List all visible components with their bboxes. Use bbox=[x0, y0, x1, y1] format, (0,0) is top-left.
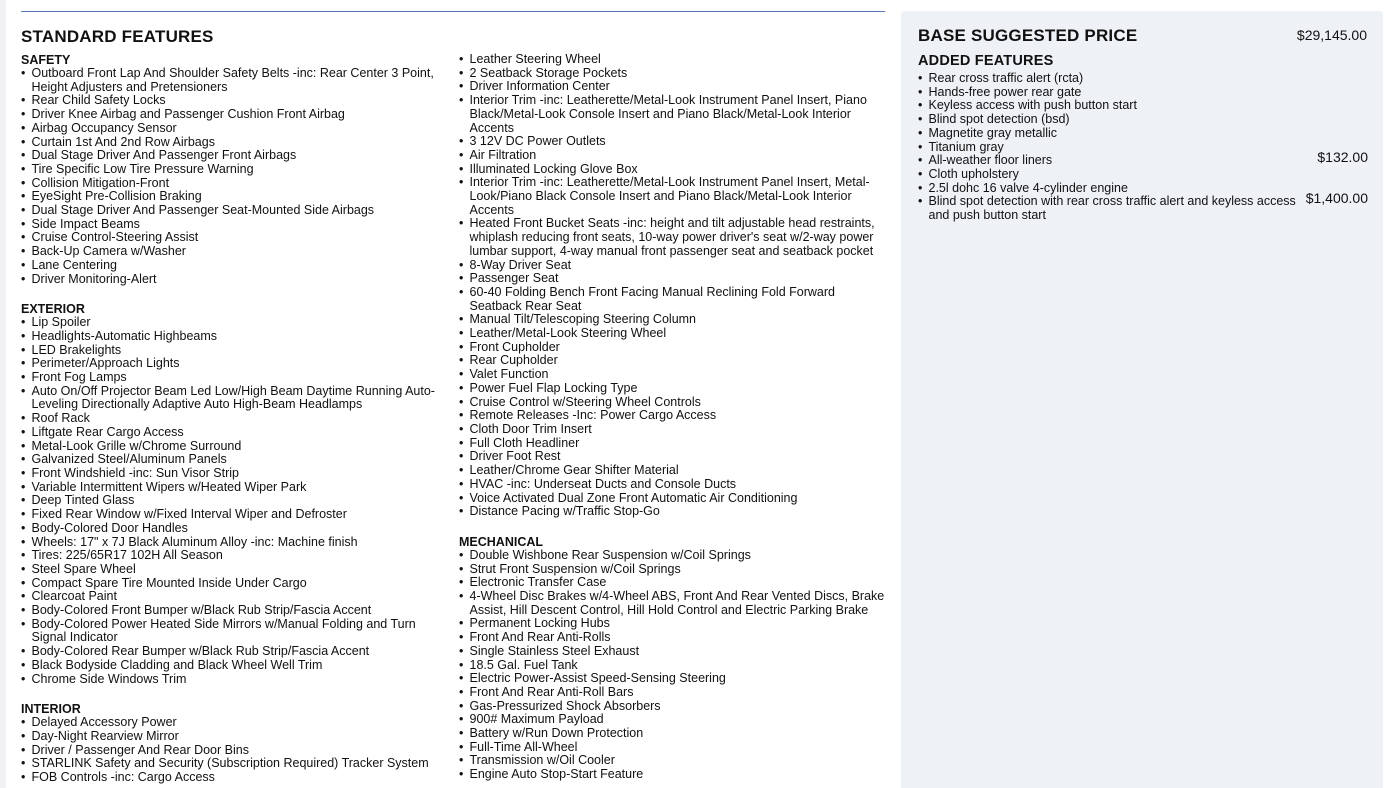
feature-item: • Manual Tilt/Telescoping Steering Column bbox=[459, 313, 885, 327]
feature-item: • Auto On/Off Projector Beam Led Low/High Beam Daytime Running Auto-Leveling Directionally Adaptive Auto High-Beam Headlamps bbox=[21, 385, 441, 412]
feature-item: • Body-Colored Power Heated Side Mirrors w/Manual Folding and Turn Signal Indicator bbox=[21, 618, 441, 645]
feature-item: • Driver Monitoring-Alert bbox=[21, 273, 441, 287]
feature-item: • Air Filtration bbox=[459, 149, 885, 163]
feature-item: • 18.5 Gal. Fuel Tank bbox=[459, 659, 885, 673]
feature-item: • Front And Rear Anti-Roll Bars bbox=[459, 686, 885, 700]
feature-item: • Electronic Transfer Case bbox=[459, 576, 885, 590]
feature-item: • Liftgate Rear Cargo Access bbox=[21, 426, 441, 440]
added-feature-price: $132.00 bbox=[1317, 149, 1368, 166]
added-feature-item bbox=[918, 149, 1368, 168]
feature-item: • Side Impact Beams bbox=[21, 218, 441, 232]
section-heading: MECHANICAL bbox=[459, 534, 544, 549]
feature-item: • Cruise Control w/Steering Wheel Controls bbox=[459, 396, 885, 410]
added-feature-item bbox=[918, 72, 1368, 86]
feature-item: • Steel Spare Wheel bbox=[21, 563, 441, 577]
feature-item: • 3 12V DC Power Outlets bbox=[459, 135, 885, 149]
added-feature-label: • Titanium gray bbox=[928, 139, 1004, 154]
feature-list bbox=[459, 549, 885, 782]
feature-item: • Front Cupholder bbox=[459, 341, 885, 355]
added-features-title: ADDED FEATURES bbox=[918, 53, 1054, 69]
features-middle-column bbox=[459, 53, 885, 788]
feature-item: • Leather Steering Wheel bbox=[459, 53, 885, 67]
features-left-column bbox=[21, 53, 441, 788]
feature-item: • Power Fuel Flap Locking Type bbox=[459, 382, 885, 396]
feature-item: • Front And Rear Anti-Rolls bbox=[459, 631, 885, 645]
added-feature-item bbox=[918, 127, 1368, 141]
feature-item: • 4-Wheel Disc Brakes w/4-Wheel ABS, Front And Rear Vented Discs, Brake Assist, Hill Descent Control, Hill Hold Control and Electric Parking Brake bbox=[459, 590, 885, 617]
feature-item: • Interior Trim -inc: Leatherette/Metal-Look Instrument Panel Insert, Metal-Look/Piano Black Console Insert and Piano Black/Metal-Look Interior Accents bbox=[459, 176, 885, 217]
added-feature-label: • All-weather floor liners bbox=[928, 153, 1053, 168]
feature-item: • Distance Pacing w/Traffic Stop-Go bbox=[459, 505, 885, 519]
feature-item: • Black Bodyside Cladding and Black Wheel Well Trim bbox=[21, 659, 441, 673]
feature-item: • Airbag Occupancy Sensor bbox=[21, 122, 441, 136]
pricing-panel bbox=[901, 11, 1383, 788]
feature-item: • Lane Centering bbox=[21, 259, 441, 273]
feature-item: • Gas-Pressurized Shock Absorbers bbox=[459, 700, 885, 714]
feature-item: • Front Windshield -inc: Sun Visor Strip bbox=[21, 467, 441, 481]
feature-item: • Engine Auto Stop-Start Feature bbox=[459, 768, 885, 782]
feature-item: • Cruise Control-Steering Assist bbox=[21, 231, 441, 245]
feature-item: • 900# Maximum Payload bbox=[459, 713, 885, 727]
feature-item: • HVAC -inc: Underseat Ducts and Console Ducts bbox=[459, 478, 885, 492]
feature-item: • Rear Cupholder bbox=[459, 354, 885, 368]
feature-item: • Curtain 1st And 2nd Row Airbags bbox=[21, 136, 441, 150]
base-price-title: BASE SUGGESTED PRICE bbox=[918, 26, 1138, 45]
added-feature-item bbox=[918, 182, 1368, 196]
feature-item: • Driver Knee Airbag and Passenger Cushion Front Airbag bbox=[21, 108, 441, 122]
feature-section bbox=[21, 53, 441, 286]
feature-item: • Collision Mitigation-Front bbox=[21, 177, 441, 191]
feature-item: • Day-Night Rearview Mirror bbox=[21, 730, 441, 744]
feature-item: • Tires: 225/65R17 102H All Season bbox=[21, 549, 441, 563]
feature-item: • Delayed Accessory Power bbox=[21, 716, 441, 730]
feature-item: • Wheels: 17" x 7J Black Aluminum Alloy -inc: Machine finish bbox=[21, 536, 441, 550]
page-edge bbox=[0, 0, 6, 788]
feature-item: • Deep Tinted Glass bbox=[21, 494, 441, 508]
feature-item: • Strut Front Suspension w/Coil Springs bbox=[459, 563, 885, 577]
added-feature-item bbox=[918, 86, 1368, 100]
added-feature-item bbox=[918, 168, 1368, 182]
added-feature-item bbox=[918, 190, 1368, 223]
feature-item: • Heated Front Bucket Seats -inc: height and tilt adjustable head restraints, whiplash reducing front seats, 10-way power driver's seat w/2-way power lumbar support, 4-way manual front passenger seat and seatback pocket bbox=[459, 217, 885, 258]
added-features-list bbox=[918, 72, 1368, 223]
feature-item: • Passenger Seat bbox=[459, 272, 885, 286]
feature-item: • Rear Child Safety Locks bbox=[21, 94, 441, 108]
added-feature-label: • Cloth upholstery bbox=[928, 166, 1019, 181]
feature-section bbox=[459, 535, 885, 782]
feature-item: • Driver / Passenger And Rear Door Bins bbox=[21, 744, 441, 758]
feature-list bbox=[21, 716, 441, 785]
feature-item: • FOB Controls -inc: Cargo Access bbox=[21, 771, 441, 785]
base-price-value: $29,145.00 bbox=[1296, 27, 1367, 43]
added-feature-label: • Blind spot detection with rear cross traffic alert and keyless access and push button start bbox=[928, 194, 1296, 223]
added-feature-label: • 2.5l dohc 16 valve 4-cylinder engine bbox=[928, 180, 1128, 195]
feature-item: • Variable Intermittent Wipers w/Heated Wiper Park bbox=[21, 481, 441, 495]
feature-item: • Transmission w/Oil Cooler bbox=[459, 754, 885, 768]
feature-list bbox=[459, 53, 885, 519]
feature-item: • Illuminated Locking Glove Box bbox=[459, 163, 885, 177]
feature-section bbox=[21, 702, 441, 785]
feature-item: • Chrome Side Windows Trim bbox=[21, 673, 441, 687]
feature-item: • Tire Specific Low Tire Pressure Warning bbox=[21, 163, 441, 177]
feature-item: • Dual Stage Driver And Passenger Seat-Mounted Side Airbags bbox=[21, 204, 441, 218]
feature-section bbox=[21, 302, 441, 686]
feature-item: • Body-Colored Rear Bumper w/Black Rub Strip/Fascia Accent bbox=[21, 645, 441, 659]
added-feature-item bbox=[918, 141, 1368, 155]
feature-item: • Roof Rack bbox=[21, 412, 441, 426]
feature-item: • Metal-Look Grille w/Chrome Surround bbox=[21, 440, 441, 454]
feature-item: • Cloth Door Trim Insert bbox=[459, 423, 885, 437]
section-heading: INTERIOR bbox=[21, 702, 81, 717]
feature-item: • Double Wishbone Rear Suspension w/Coil Springs bbox=[459, 549, 885, 563]
feature-item: • 60-40 Folding Bench Front Facing Manual Reclining Fold Forward Seatback Rear Seat bbox=[459, 286, 885, 313]
feature-item: • Valet Function bbox=[459, 368, 885, 382]
feature-item: • Leather/Chrome Gear Shifter Material bbox=[459, 464, 885, 478]
standard-features-title: STANDARD FEATURES bbox=[21, 27, 214, 46]
added-feature-label: • Blind spot detection (bsd) bbox=[928, 112, 1070, 127]
added-feature-item bbox=[918, 113, 1368, 127]
feature-item: • Front Fog Lamps bbox=[21, 371, 441, 385]
feature-item: • Interior Trim -inc: Leatherette/Metal-Look Instrument Panel Insert, Piano Black/Metal-Look Console Insert and Piano Black/Metal-Look Interior Accents bbox=[459, 94, 885, 135]
feature-item: • Body-Colored Front Bumper w/Black Rub Strip/Fascia Accent bbox=[21, 604, 441, 618]
feature-item: • Single Stainless Steel Exhaust bbox=[459, 645, 885, 659]
added-feature-label: • Hands-free power rear gate bbox=[928, 84, 1082, 99]
feature-item: • Clearcoat Paint bbox=[21, 590, 441, 604]
top-divider bbox=[21, 11, 885, 12]
feature-item: • Perimeter/Approach Lights bbox=[21, 357, 441, 371]
feature-item: • Back-Up Camera w/Washer bbox=[21, 245, 441, 259]
feature-item: • 2 Seatback Storage Pockets bbox=[459, 67, 885, 81]
feature-item: • Leather/Metal-Look Steering Wheel bbox=[459, 327, 885, 341]
feature-item: • Driver Information Center bbox=[459, 80, 885, 94]
feature-item: • Driver Foot Rest bbox=[459, 450, 885, 464]
added-feature-label: • Magnetite gray metallic bbox=[928, 125, 1058, 140]
added-feature-label: • Rear cross traffic alert (rcta) bbox=[928, 71, 1084, 85]
feature-item: • Voice Activated Dual Zone Front Automatic Air Conditioning bbox=[459, 492, 885, 506]
added-feature-price: $1,400.00 bbox=[1305, 190, 1368, 207]
added-feature-items bbox=[918, 72, 1368, 223]
feature-item: • 8-Way Driver Seat bbox=[459, 259, 885, 273]
added-feature-label: • Keyless access with push button start bbox=[928, 98, 1137, 113]
added-feature-item bbox=[918, 99, 1368, 113]
feature-item: • Outboard Front Lap And Shoulder Safety Belts -inc: Rear Center 3 Point, Height Adjusters and Pretensioners bbox=[21, 67, 441, 94]
feature-item: • Remote Releases -Inc: Power Cargo Access bbox=[459, 409, 885, 423]
feature-item: • Full-Time All-Wheel bbox=[459, 741, 885, 755]
feature-item: • Permanent Locking Hubs bbox=[459, 617, 885, 631]
feature-section bbox=[459, 53, 885, 519]
feature-item: • Compact Spare Tire Mounted Inside Under Cargo bbox=[21, 577, 441, 591]
feature-item: • Headlights-Automatic Highbeams bbox=[21, 330, 441, 344]
feature-list bbox=[21, 67, 441, 286]
feature-item: • LED Brakelights bbox=[21, 344, 441, 358]
feature-item: • Dual Stage Driver And Passenger Front Airbags bbox=[21, 149, 441, 163]
feature-item: • Lip Spoiler bbox=[21, 316, 441, 330]
feature-item: • Battery w/Run Down Protection bbox=[459, 727, 885, 741]
feature-item: • Fixed Rear Window w/Fixed Interval Wiper and Defroster bbox=[21, 508, 441, 522]
section-heading: EXTERIOR bbox=[21, 302, 85, 317]
section-heading: SAFETY bbox=[21, 53, 71, 67]
feature-item: • Galvanized Steel/Aluminum Panels bbox=[21, 453, 441, 467]
feature-item: • EyeSight Pre-Collision Braking bbox=[21, 190, 441, 204]
feature-item: • Electric Power-Assist Speed-Sensing Steering bbox=[459, 672, 885, 686]
feature-item: • Body-Colored Door Handles bbox=[21, 522, 441, 536]
feature-item: • Full Cloth Headliner bbox=[459, 437, 885, 451]
feature-list bbox=[21, 316, 441, 686]
feature-item: • STARLINK Safety and Security (Subscription Required) Tracker System bbox=[21, 757, 441, 771]
